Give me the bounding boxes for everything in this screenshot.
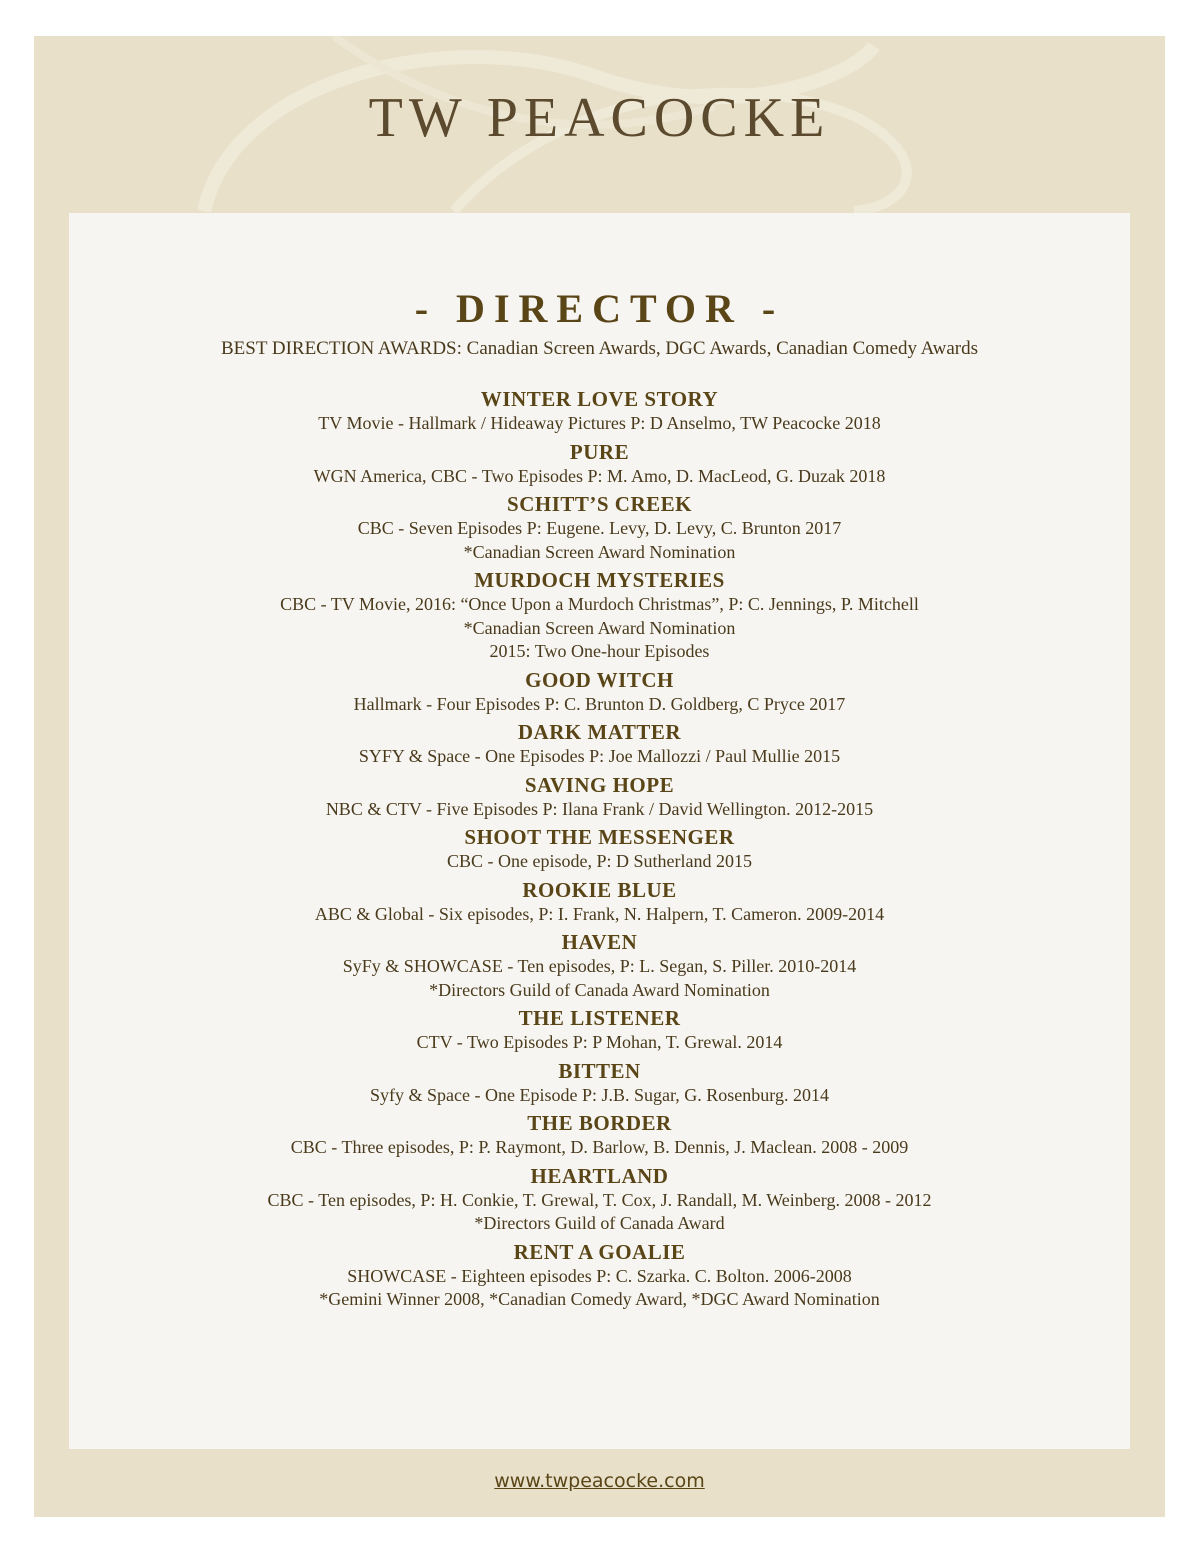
credit-detail: CBC - TV Movie, 2016: “Once Upon a Murdoch Christmas”, P: C. Jennings, P. Mitchell — [280, 594, 919, 614]
credit-detail: CTV - Two Episodes P: P Mohan, T. Grewal. 2014 — [416, 1032, 783, 1052]
credit-detail: *Directors Guild of Canada Award — [474, 1213, 725, 1233]
credit-detail: ABC & Global - Six episodes, P: I. Frank, N. Halpern, T. Cameron. 2009-2014 — [314, 903, 885, 924]
section-heading: - DIRECTOR - — [414, 286, 785, 331]
credit-detail: *Canadian Screen Award Nomination — [463, 617, 736, 638]
credits-list — [69, 386, 1130, 1315]
credit-title: MURDOCH MYSTERIES — [474, 568, 725, 592]
credit-title: BITTEN — [558, 1058, 641, 1083]
credit-detail: SHOWCASE - Eighteen episodes P: C. Szarka. C. Bolton. 2006-2008 — [347, 1265, 852, 1286]
credit-title: ROOKIE BLUE — [522, 877, 677, 902]
credit-item — [69, 567, 1130, 664]
credit-detail: NBC & CTV - Five Episodes P: Ilana Frank / David Wellington. 2012-2015 — [325, 798, 874, 819]
credit-detail: Syfy & Space - One Episode P: J.B. Sugar, G. Rosenburg. 2014 — [370, 1084, 829, 1105]
credit-title: HAVEN — [561, 930, 638, 954]
credit-item — [69, 877, 1130, 927]
credit-detail: CBC - Seven Episodes P: Eugene. Levy, D. Levy, C. Brunton 2017 — [357, 518, 842, 538]
credit-item — [69, 1005, 1130, 1055]
credit-item — [69, 386, 1130, 436]
credit-title: RENT A GOALIE — [513, 1239, 686, 1264]
credit-item — [69, 439, 1130, 489]
credit-detail: CBC - Ten episodes, P: H. Conkie, T. Grewal, T. Cox, J. Randall, M. Weinberg. 2008 - 2012 — [267, 1189, 932, 1210]
credit-detail: *Directors Guild of Canada Award Nomination — [429, 979, 770, 1000]
credit-detail: CBC - Three episodes, P: P. Raymont, D. Barlow, B. Dennis, J. Maclean. 2008 - 2009 — [290, 1137, 909, 1157]
credit-detail: CBC - One episode, P: D Sutherland 2015 — [447, 851, 752, 871]
credit-title: SHOOT THE MESSENGER — [464, 825, 735, 849]
credit-detail: 2015: Two One-hour Episodes — [489, 641, 710, 661]
resume-panel — [69, 213, 1130, 1449]
credit-detail: *Canadian Screen Award Nomination — [463, 541, 736, 562]
credit-item — [69, 1239, 1130, 1312]
credit-title: THE BORDER — [527, 1111, 672, 1135]
credit-item — [69, 719, 1130, 769]
credit-detail: Hallmark - Four Episodes P: C. Brunton D. Goldberg, C Pryce 2017 — [353, 693, 846, 714]
credit-title: PURE — [569, 439, 630, 464]
page-frame — [34, 36, 1165, 1517]
credit-item — [69, 1110, 1130, 1160]
credit-item — [69, 667, 1130, 717]
credit-item — [69, 1058, 1130, 1108]
credit-title: SCHITT’S CREEK — [507, 492, 692, 516]
page-title: TW PEACOCKE — [368, 87, 831, 149]
credit-title: WINTER LOVE STORY — [480, 387, 719, 411]
credit-item — [69, 1163, 1130, 1236]
credit-title: HEARTLAND — [530, 1163, 669, 1188]
credit-item — [69, 929, 1130, 1002]
credit-item — [69, 824, 1130, 874]
credit-detail: SyFy & SHOWCASE - Ten episodes, P: L. Segan, S. Piller. 2010-2014 — [342, 956, 857, 976]
credit-detail: WGN America, CBC - Two Episodes P: M. Amo, D. MacLeod, G. Duzak 2018 — [313, 465, 886, 486]
credit-detail: SYFY & Space - One Episodes P: Joe Mallozzi / Paul Mullie 2015 — [358, 746, 841, 766]
credit-item — [69, 772, 1130, 822]
credit-title: DARK MATTER — [517, 720, 682, 744]
credit-item — [69, 491, 1130, 564]
credit-title: THE LISTENER — [518, 1006, 681, 1030]
credit-title: SAVING HOPE — [524, 772, 675, 797]
awards-line: BEST DIRECTION AWARDS: Canadian Screen Awards, DGC Awards, Canadian Comedy Awards — [220, 338, 979, 359]
credit-title: GOOD WITCH — [525, 667, 674, 692]
credit-detail: *Gemini Winner 2008, *Canadian Comedy Award, *DGC Award Nomination — [319, 1289, 880, 1309]
website-link[interactable]: www.twpeacocke.com — [494, 1470, 705, 1492]
credit-detail: TV Movie - Hallmark / Hideaway Pictures P: D Anselmo, TW Peacocke 2018 — [318, 413, 881, 433]
